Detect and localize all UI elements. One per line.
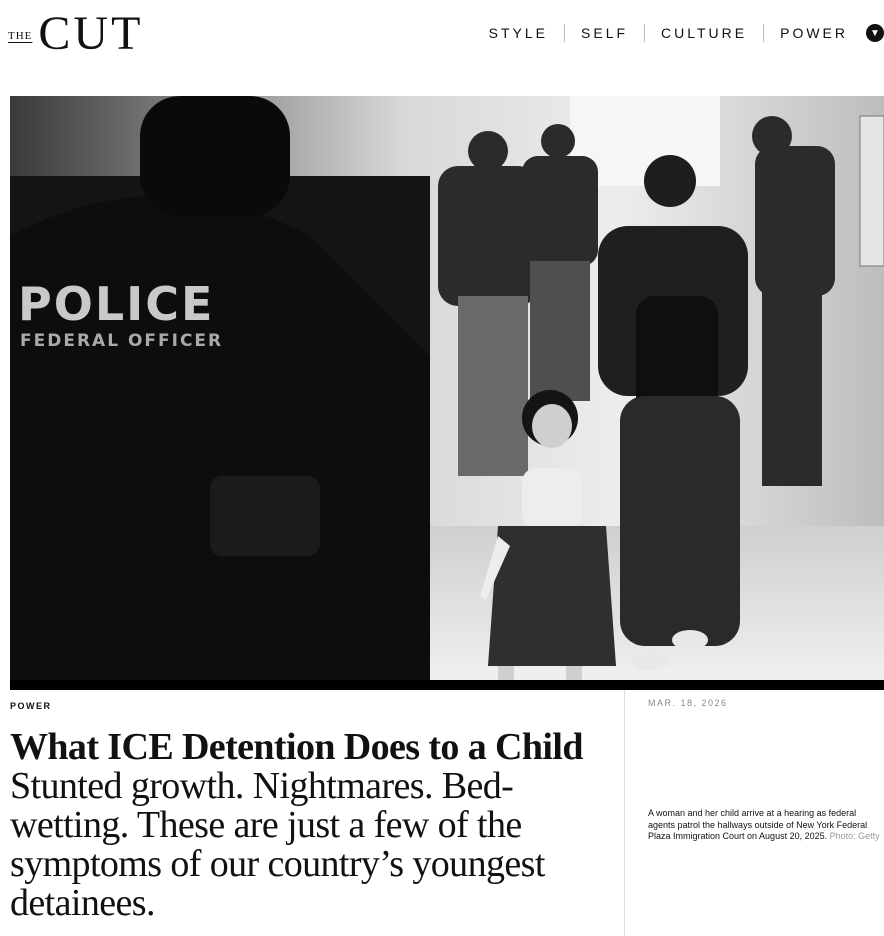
hero-illustration [10, 96, 884, 690]
rail-divider [624, 690, 625, 936]
chevron-down-icon[interactable]: ▼ [866, 24, 884, 42]
federal-officer-text: FEDERAL OFFICER [20, 331, 224, 351]
hero-photo [10, 96, 884, 690]
main-nav [473, 24, 884, 42]
logo-cut: CUT [38, 7, 144, 60]
nav-culture[interactable]: CULTURE [661, 25, 748, 41]
article-date: MAR. 18, 2026 [648, 698, 728, 708]
caption-text: A woman and her child arrive at a hearing as federal agents patrol the hallways outside of New York Federal Plaza Immigration Court on August 20, 2025. [648, 808, 868, 841]
photo-caption [648, 808, 880, 843]
headline-title: What ICE Detention Does to a Child [10, 726, 583, 768]
nav-self[interactable]: SELF [581, 25, 629, 41]
police-badge-text: POLICE [18, 277, 215, 331]
article-headline[interactable] [10, 728, 610, 923]
photo-credit: Photo: Getty [829, 831, 880, 841]
hero-bottom-bar [10, 680, 884, 690]
article-rubric[interactable]: POWER [10, 701, 52, 711]
site-logo[interactable] [8, 7, 144, 60]
nav-style[interactable]: STYLE [488, 25, 549, 41]
logo-the: THE [8, 30, 33, 42]
nav-power[interactable]: POWER [780, 25, 848, 41]
headline-dek: Stunted growth. Nightmares. Bed-wetting. These are just a few of the symptoms of our country’s youngest detainees. [10, 765, 545, 924]
